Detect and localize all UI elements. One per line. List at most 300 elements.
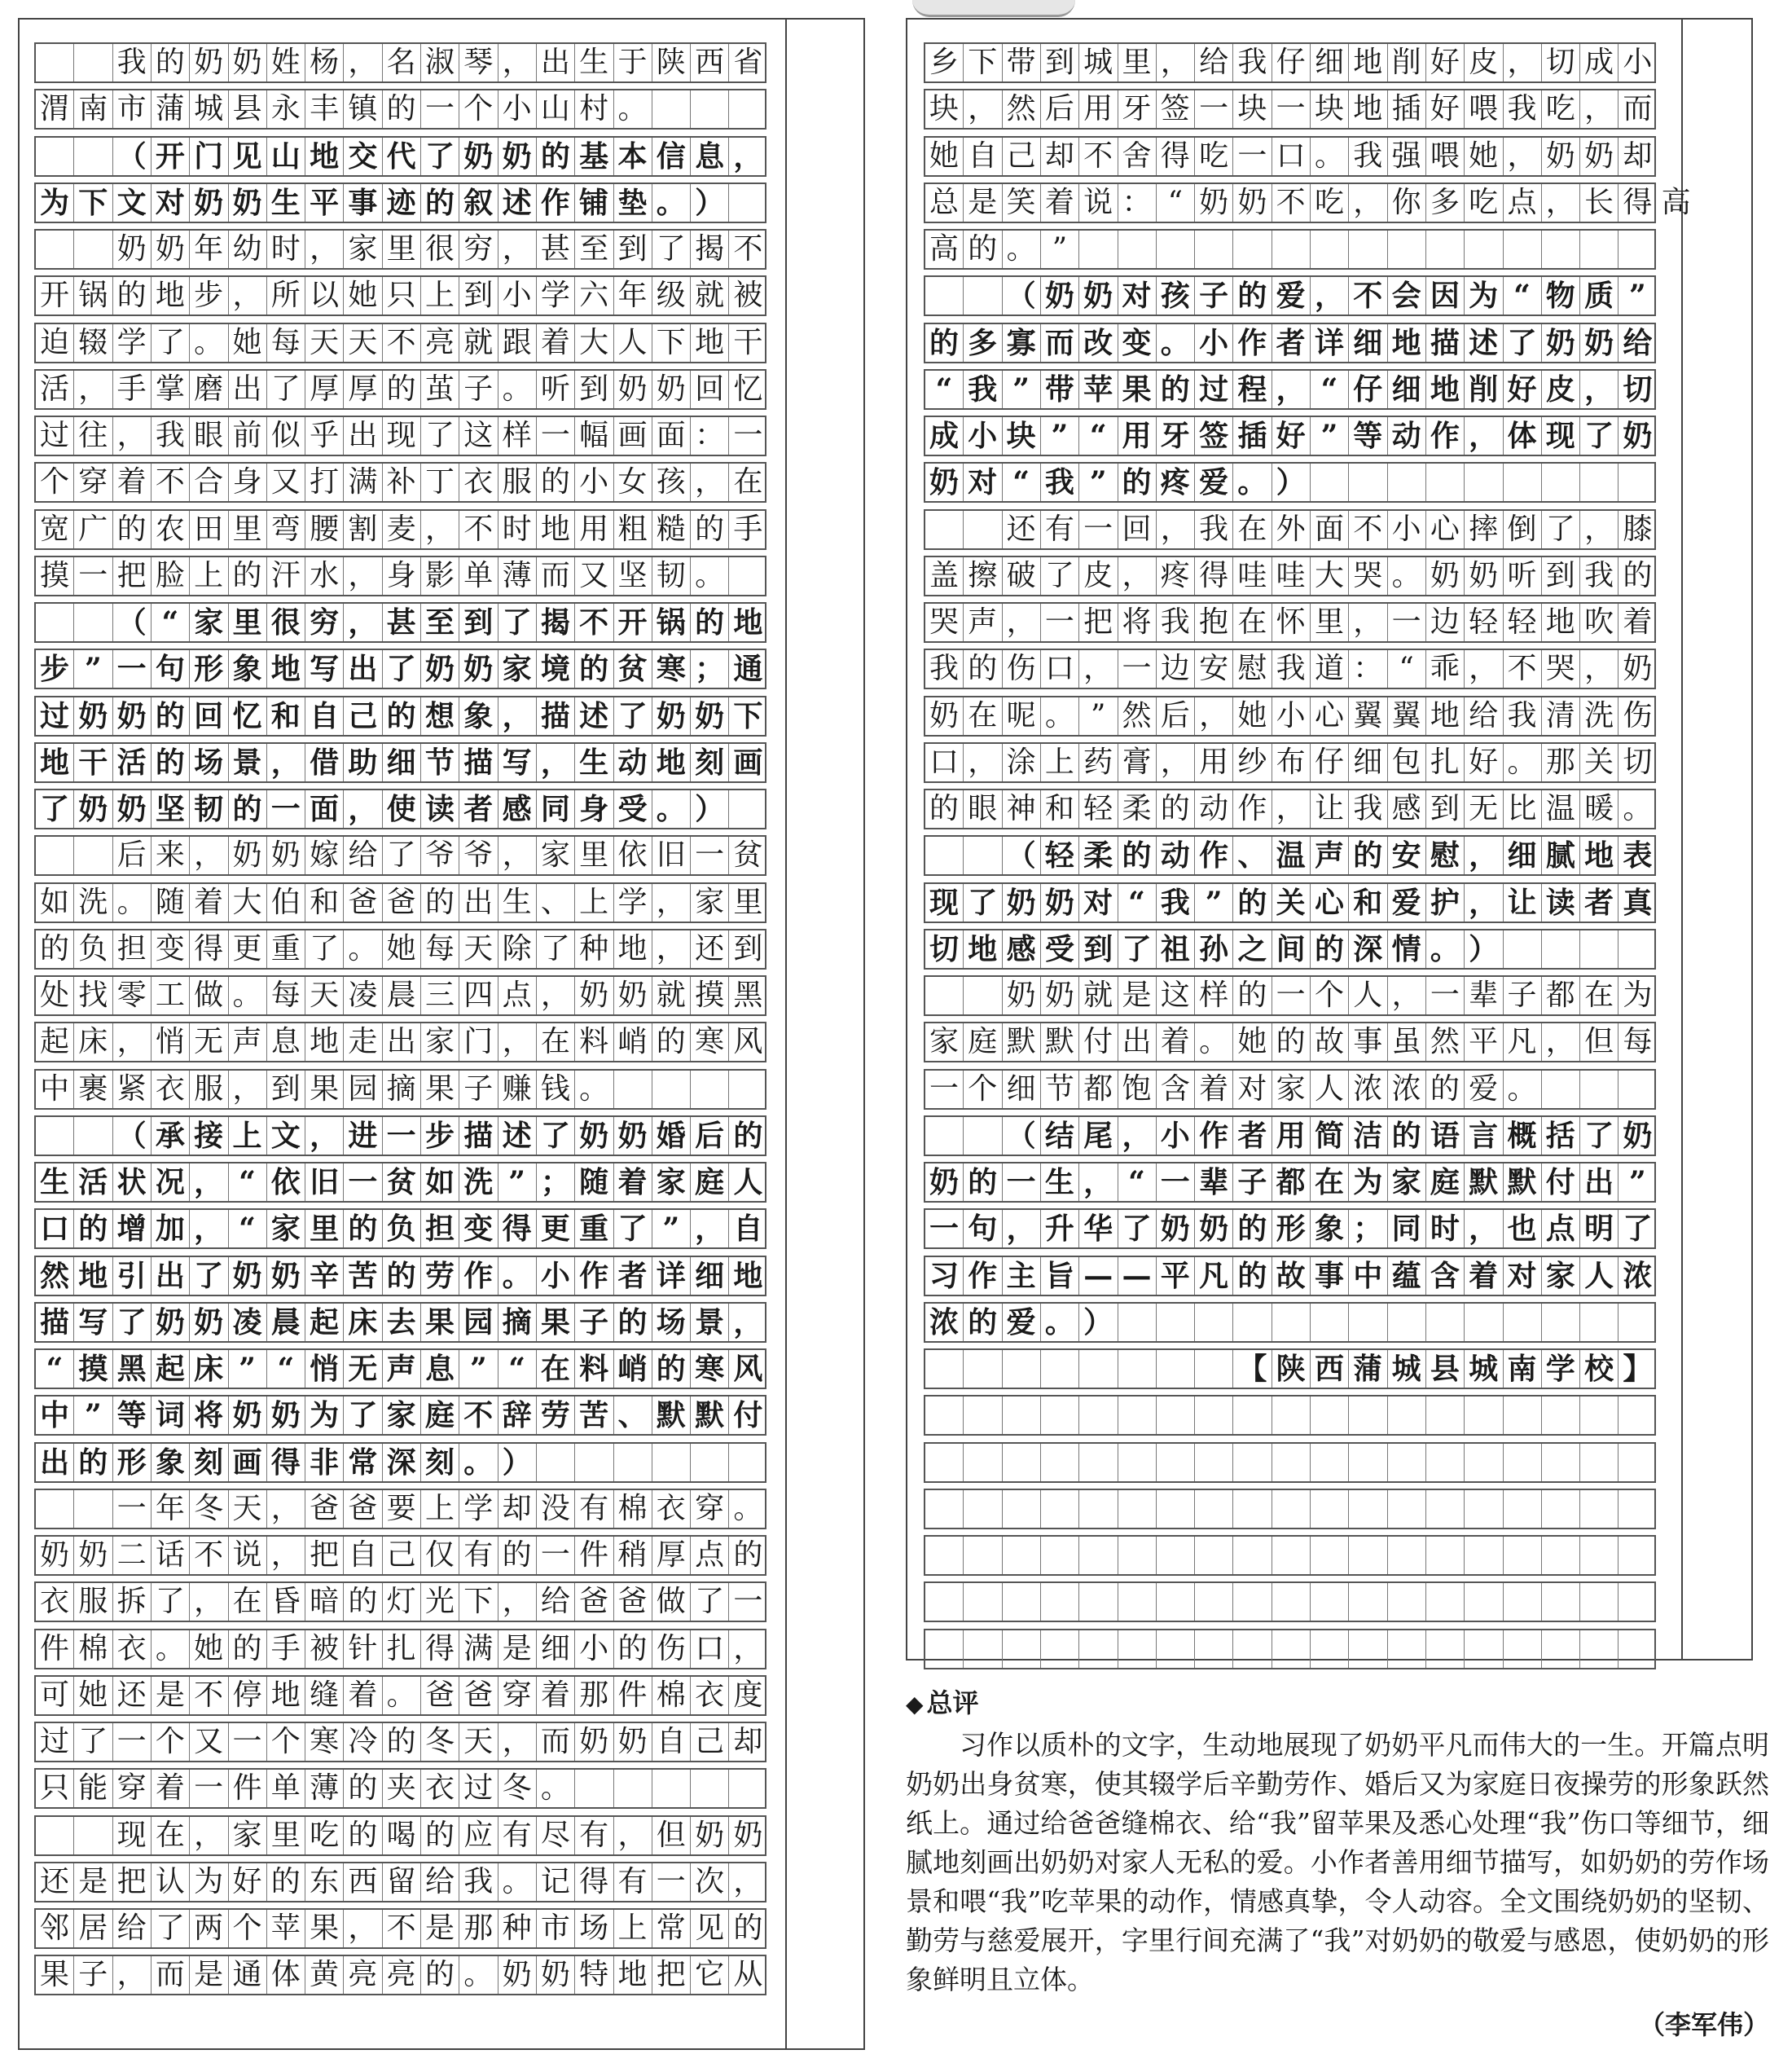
grid-char: 她 [348, 279, 378, 313]
grid-char: 仅 [424, 1538, 455, 1572]
grid-cell-divider [728, 557, 729, 595]
grid-char: 画 [733, 745, 763, 780]
grid-cell-divider [1348, 1537, 1349, 1574]
grid-char: 到 [1044, 46, 1074, 79]
grid-char: 辍 [78, 325, 108, 359]
grid-char: 的 [929, 792, 959, 825]
grid-char: 洗 [1584, 698, 1614, 732]
grid-char: 的 [155, 698, 185, 733]
grid-char: 学 [116, 325, 147, 359]
right-grid-row [924, 556, 1656, 596]
grid-char: 家 [232, 1818, 262, 1852]
grid-char: 奶 [929, 465, 959, 500]
grid-char: 每 [424, 931, 455, 966]
grid-char: 让 [1507, 885, 1537, 920]
grid-char: 翼 [1391, 698, 1421, 732]
grid-char: 吃 [1545, 92, 1575, 126]
grid-char: 汗 [270, 558, 301, 592]
grid-char: 的 [386, 372, 416, 406]
grid-char: ， [502, 838, 532, 873]
grid-char: 然 [1006, 92, 1036, 126]
grid-char: ， [1545, 1025, 1575, 1059]
grid-char: 不 [463, 512, 494, 546]
grid-char: 对 [1083, 885, 1113, 920]
grid-char: 地 [1430, 698, 1460, 732]
grid-char: 风 [733, 1025, 763, 1059]
grid-char: 着 [1044, 185, 1074, 219]
grid-char: 声 [232, 1025, 262, 1059]
grid-cell-divider [1425, 1444, 1426, 1481]
grid-char: 奶 [232, 838, 262, 873]
grid-char: 麦 [386, 512, 416, 546]
grid-char: ， [348, 605, 378, 640]
grid-char: 样 [502, 419, 532, 452]
grid-char: 城 [1469, 1352, 1499, 1386]
grid-char: 过 [1199, 372, 1229, 407]
grid-char: 我 [1507, 698, 1537, 732]
grid-char: 因 [1430, 279, 1460, 314]
grid-char: ， [1469, 652, 1499, 686]
grid-char: 穿 [78, 465, 108, 499]
grid-char: 表 [1623, 838, 1653, 873]
grid-cell-divider [1425, 1537, 1426, 1574]
grid-char: 县 [1430, 1352, 1460, 1386]
grid-char: 奶 [502, 139, 532, 174]
grid-char: 然 [1430, 1025, 1460, 1059]
grid-char: 田 [194, 512, 224, 546]
grid-cell-divider [1078, 1583, 1079, 1621]
left-grid-row [34, 1442, 766, 1483]
grid-char: ， [424, 512, 455, 546]
grid-char: 奶 [1044, 979, 1074, 1012]
grid-char: 了 [348, 1398, 378, 1433]
grid-cell-divider [1078, 1350, 1079, 1388]
grid-char: 付 [733, 1398, 763, 1433]
grid-char: 针 [348, 1631, 378, 1665]
grid-cell-divider [1348, 464, 1349, 501]
grid-char: 含 [1160, 1071, 1190, 1106]
grid-char: 我 [929, 652, 959, 686]
grid-char: 就 [656, 979, 686, 1012]
grid-char: 了 [695, 1585, 725, 1619]
grid-cell-divider [1579, 930, 1580, 968]
grid-char: 天 [310, 979, 340, 1012]
grid-char: 每 [1623, 1025, 1653, 1059]
grid-char: ， [656, 885, 686, 919]
grid-char: 掌 [155, 372, 185, 406]
grid-char: 上 [424, 279, 455, 313]
grid-char: 衣 [463, 465, 494, 499]
grid-char: 的 [968, 232, 998, 266]
grid-char: ， [502, 1025, 532, 1059]
grid-cell-divider [1002, 1537, 1003, 1574]
grid-char: 就 [463, 325, 494, 359]
grid-char: 说 [232, 1538, 262, 1572]
grid-char: 的 [1237, 979, 1267, 1012]
grid-char: 坚 [155, 792, 185, 826]
grid-char: 眼 [194, 419, 224, 452]
grid-char: 舍 [1122, 139, 1152, 173]
grid-char: 点 [695, 1538, 725, 1572]
grid-cell-divider [1541, 1537, 1542, 1574]
grid-char: 盖 [929, 558, 959, 592]
grid-char: 象 [463, 698, 494, 733]
grid-char: 尾 [1083, 1118, 1113, 1153]
left-grid-row [34, 89, 766, 130]
right-grid-row [924, 649, 1656, 689]
grid-char: 可 [39, 1678, 69, 1712]
grid-cell-divider [1194, 1537, 1195, 1574]
grid-char: 大 [579, 325, 609, 359]
grid-char: 仔 [1276, 46, 1306, 79]
grid-cell-divider [1310, 1583, 1311, 1621]
right-grid-row [924, 789, 1656, 829]
grid-char: 地 [733, 1258, 763, 1293]
grid-char: 浓 [1391, 1071, 1421, 1106]
grid-char: 给 [540, 1585, 570, 1619]
grid-char: 的 [424, 185, 455, 220]
grid-char: 为 [194, 1864, 224, 1898]
grid-char: 广 [78, 512, 108, 546]
grid-char: ” [1051, 419, 1069, 453]
grid-char: 到 [463, 279, 494, 313]
grid-char: 寒 [695, 1025, 725, 1059]
right-grid-row [924, 1302, 1656, 1343]
grid-char: ” [1052, 232, 1068, 266]
grid-char: 家 [386, 1398, 416, 1433]
grid-cell-divider [1503, 1304, 1504, 1341]
grid-cell-divider [1232, 1397, 1233, 1434]
grid-char: 来 [155, 838, 185, 873]
grid-cell-divider [1310, 1444, 1311, 1481]
grid-char: 不 [1507, 652, 1537, 686]
grid-char: 给 [1623, 325, 1653, 360]
grid-char: 摸 [695, 979, 725, 1012]
grid-char: 人 [1314, 1071, 1344, 1106]
left-grid-row [34, 742, 766, 783]
grid-cell-divider [1078, 231, 1079, 268]
grid-char: 比 [1507, 792, 1537, 825]
grid-char: 一 [540, 1538, 570, 1572]
grid-char: 级 [656, 279, 686, 313]
grid-char: 了 [540, 1118, 570, 1153]
grid-char: 在 [540, 1025, 570, 1059]
grid-char: 【 [1237, 1352, 1267, 1386]
grid-char: 的 [1237, 1212, 1267, 1247]
grid-char: 的 [1430, 1071, 1460, 1106]
grid-char: ” [1629, 279, 1646, 314]
right-grid-row [924, 136, 1656, 177]
grid-char: 穷 [463, 232, 494, 266]
grid-char: 奶 [1623, 1118, 1653, 1153]
grid-char: 了 [116, 1304, 147, 1339]
grid-char: 床 [78, 1025, 108, 1059]
grid-char: 紧 [116, 1071, 147, 1106]
grid-char: 奶 [540, 1958, 570, 1992]
grid-char: 出 [232, 372, 262, 406]
grid-char: 的 [540, 139, 570, 174]
grid-char: 韧 [194, 792, 224, 826]
grid-cell-divider [73, 1817, 74, 1854]
right-grid-row [924, 183, 1691, 223]
grid-char: 加 [155, 1212, 185, 1247]
grid-char: 是 [424, 1911, 455, 1945]
grid-cell-divider [1464, 231, 1465, 268]
left-grid-row [34, 882, 766, 923]
grid-char: 一 [1083, 512, 1113, 546]
grid-char: 非 [310, 1445, 340, 1480]
grid-char: 一 [1122, 652, 1152, 686]
grid-char: 面 [656, 419, 686, 452]
grid-char: 我 [1507, 92, 1537, 126]
grid-char: 中 [39, 1398, 69, 1433]
grid-char: 仔 [1353, 372, 1383, 407]
grid-cell-divider [1541, 930, 1542, 968]
grid-char: 。 [540, 1771, 570, 1806]
grid-char: 擦 [968, 558, 998, 592]
grid-char: 校 [1584, 1352, 1614, 1386]
grid-char: 奶 [579, 1118, 609, 1153]
grid-cell-divider [536, 1444, 537, 1481]
grid-char: 人 [1584, 1258, 1614, 1293]
grid-char: ， [1122, 1118, 1152, 1153]
grid-char: 的 [1237, 885, 1267, 920]
grid-char: 蒲 [155, 92, 185, 126]
grid-char: 的 [348, 1585, 378, 1619]
grid-char: 同 [1391, 1212, 1421, 1247]
grid-char: 过 [463, 1771, 494, 1806]
grid-cell-divider [73, 1490, 74, 1528]
grid-char: 读 [1545, 885, 1575, 920]
grid-char: 只 [39, 1771, 69, 1806]
grid-char: 华 [1083, 1212, 1113, 1247]
grid-char: 一 [1391, 605, 1421, 639]
grid-char: 的 [78, 1445, 108, 1480]
left-grid-row [34, 1862, 766, 1902]
grid-char: 的 [270, 1864, 301, 1898]
grid-char: ， [1160, 46, 1190, 79]
grid-char: 件 [579, 1538, 609, 1572]
grid-char: 口 [39, 1212, 69, 1247]
grid-char: 奶 [1469, 558, 1499, 592]
grid-char: 起 [39, 1025, 69, 1059]
grid-char: 爸 [310, 1491, 340, 1525]
grid-char: 地 [270, 1678, 301, 1712]
right-grid-row [924, 1442, 1656, 1483]
grid-char: 一 [540, 419, 570, 452]
grid-char: ， [232, 1071, 262, 1106]
grid-char: 摔 [1469, 512, 1499, 546]
grid-char: 洁 [1353, 1118, 1383, 1153]
grid-char: 哭 [1353, 558, 1383, 592]
grid-char: 了 [617, 1212, 648, 1247]
left-manuscript-panel [18, 18, 865, 2050]
grid-char: ， [617, 1818, 648, 1852]
grid-char: “ [239, 1212, 256, 1247]
grid-char: 地 [39, 745, 69, 780]
grid-char: 果 [424, 1071, 455, 1106]
grid-char: 感 [502, 792, 532, 826]
grid-char: 奶 [1237, 185, 1267, 219]
grid-cell-divider [1232, 1537, 1233, 1574]
grid-char: 默 [1006, 1025, 1036, 1059]
grid-char: 道 [1314, 652, 1344, 686]
grid-char: 苦 [348, 1258, 378, 1293]
grid-char: 一 [78, 558, 108, 592]
grid-char: 写 [502, 745, 532, 780]
grid-cell-divider [1387, 1583, 1388, 1621]
grid-char: ， [194, 838, 224, 873]
grid-char: 常 [656, 1911, 686, 1945]
grid-char: 到 [617, 232, 648, 266]
grid-char: 写 [78, 1304, 108, 1339]
grid-char: 小 [1160, 1118, 1190, 1153]
grid-char: ： [1353, 652, 1383, 686]
grid-char: “ [508, 1352, 525, 1386]
grid-char: 地 [617, 1958, 648, 1992]
grid-char: 爱 [1199, 465, 1229, 500]
grid-char: 晨 [386, 979, 416, 1012]
grid-char: 皮 [1083, 558, 1113, 592]
grid-cell-divider [1194, 1444, 1195, 1481]
grid-char: 小 [1199, 325, 1229, 360]
grid-cell-divider [728, 1071, 729, 1108]
grid-char: 黑 [116, 1352, 147, 1386]
grid-char: 丁 [424, 465, 455, 499]
grid-char: 中 [1353, 1258, 1383, 1293]
grid-char: 锅 [78, 279, 108, 313]
left-grid-row [34, 1581, 766, 1622]
grid-char: 不 [155, 465, 185, 499]
grid-char: 关 [1276, 885, 1306, 920]
grid-char: 省 [733, 46, 763, 79]
grid-cell-divider [1579, 1397, 1580, 1434]
left-grid-row [34, 183, 766, 223]
grid-char: 奶 [617, 1118, 648, 1153]
grid-char: 辞 [502, 1398, 532, 1433]
grid-char: 了 [270, 372, 301, 406]
grid-char: 作 [1199, 838, 1229, 873]
grid-char: 活 [116, 745, 147, 780]
grid-char: 家 [424, 1025, 455, 1059]
grid-char: 子 [463, 372, 494, 406]
grid-char: 都 [1083, 1071, 1113, 1106]
grid-char: 一 [424, 92, 455, 126]
grid-char: 样 [1199, 979, 1229, 1012]
grid-char: “ [1167, 185, 1183, 219]
grid-char: 故 [1276, 1258, 1306, 1293]
grid-char: ， [968, 745, 998, 779]
grid-cell-divider [1503, 464, 1504, 501]
right-margin-rule [1681, 20, 1683, 1659]
grid-char: 在 [155, 1818, 185, 1852]
grid-char: 后 [1044, 92, 1074, 126]
grid-char: 甚 [386, 605, 416, 640]
grid-cell-divider [1579, 231, 1580, 268]
grid-char: 轻 [1083, 792, 1113, 825]
grid-char: 括 [1545, 1118, 1575, 1153]
grid-char: 平 [1469, 1025, 1499, 1059]
grid-cell-divider [1156, 1537, 1157, 1574]
grid-cell-divider [1310, 1304, 1311, 1341]
grid-cell-divider [1579, 464, 1580, 501]
grid-char: 薄 [502, 558, 532, 592]
grid-char: 吃 [1314, 185, 1344, 219]
grid-char: 总 [929, 185, 959, 219]
grid-char: 家 [270, 1212, 301, 1247]
grid-cell-divider [1579, 1583, 1580, 1621]
grid-char: 乡 [929, 46, 959, 79]
grid-char: 付 [1083, 1025, 1113, 1059]
right-grid-row [924, 369, 1656, 410]
grid-char: 刻 [695, 745, 725, 780]
grid-char: 。 [463, 1445, 494, 1480]
grid-char: 生 [579, 46, 609, 79]
grid-cell-divider [1194, 1350, 1195, 1388]
grid-char: 概 [1507, 1118, 1537, 1153]
grid-char: 得 [1199, 558, 1229, 592]
grid-char: 细 [1314, 46, 1344, 79]
grid-char: 地 [1353, 92, 1383, 126]
grid-cell-divider [1464, 1583, 1465, 1621]
left-grid-row [34, 1815, 766, 1856]
grid-char: 手 [270, 1631, 301, 1665]
grid-cell-divider [1387, 1397, 1388, 1434]
grid-char: 扎 [1430, 745, 1460, 779]
grid-char: 不 [194, 1678, 224, 1712]
grid-char: 是 [968, 185, 998, 219]
grid-char: 摸 [39, 558, 69, 592]
grid-char: 变 [463, 1212, 494, 1247]
grid-char: 了 [1584, 419, 1614, 453]
grid-cell-divider [1503, 1490, 1504, 1528]
grid-char: 有 [579, 1818, 609, 1852]
grid-char: 好 [1430, 92, 1460, 126]
grid-char: 迫 [39, 325, 69, 359]
grid-char: 说 [1083, 185, 1113, 219]
grid-char: 现 [116, 1818, 147, 1852]
grid-char: 升 [1044, 1212, 1074, 1247]
grid-char: 里 [270, 1818, 301, 1852]
grid-char: 对 [155, 185, 185, 220]
grid-char: 下 [656, 325, 686, 359]
grid-char: 出 [540, 46, 570, 79]
grid-char: 给 [424, 1864, 455, 1898]
grid-char: ， [502, 1725, 532, 1758]
grid-char: 给 [1199, 46, 1229, 79]
grid-char: ， [194, 1818, 224, 1852]
grid-char: 奶 [579, 1725, 609, 1758]
grid-char: 宽 [39, 512, 69, 546]
grid-char: 得 [1160, 139, 1190, 173]
grid-char: 在 [232, 1585, 262, 1619]
grid-char: 爱 [1391, 885, 1421, 920]
grid-char: 轻 [1469, 605, 1499, 639]
grid-char: 摸 [78, 1352, 108, 1386]
grid-char: （ [116, 1118, 147, 1153]
grid-char: 文 [270, 1118, 301, 1153]
grid-char: 着 [617, 1165, 648, 1199]
grid-char: 着 [540, 1678, 570, 1712]
grid-cell-divider [73, 1117, 74, 1155]
grid-char: 了 [424, 419, 455, 452]
grid-char: 的 [733, 1118, 763, 1153]
grid-char: 增 [116, 1212, 147, 1247]
grid-cell-divider [1425, 1630, 1426, 1668]
grid-char: 奶 [116, 698, 147, 733]
grid-char: 动 [1199, 792, 1229, 825]
grid-char: 家 [1391, 1165, 1421, 1199]
